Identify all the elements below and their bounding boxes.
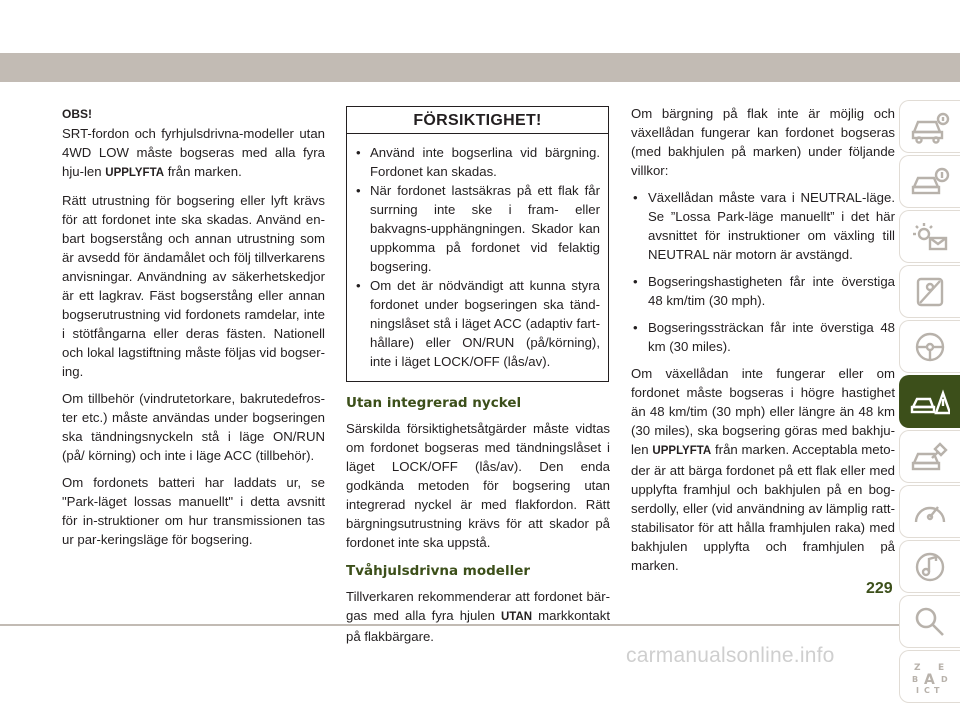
- condition-item: • Växellådan måste vara i NEUTRAL-läge. Se ”Lossa Park-läge manuellt” i det här avsnittet för instruktioner om växling till NEUTRAL när motorn är avstängd.: [631, 188, 895, 264]
- header-band: [0, 53, 960, 82]
- tab-index-search[interactable]: [899, 595, 960, 648]
- column-1: [62, 104, 325, 557]
- caution-title: FÖRSIKTIGHET!: [347, 107, 608, 134]
- flatbed-intro: Om bärgning på flak inte är möjlig och växellådan fungerar kan fordonet bogseras (med bakhjulen på marken) under följande villkor:: [631, 106, 895, 178]
- page-number: 229: [866, 580, 893, 597]
- tab-dashboard-info[interactable]: [899, 155, 960, 208]
- caution-item: • Använd inte bogserlina vid bärgning. Fordonet kan skadas.: [355, 143, 600, 181]
- svg-text:E: E: [938, 662, 945, 673]
- tab-in-case-of-emergency[interactable]: [899, 375, 960, 428]
- specifications-gauge-icon: [910, 495, 950, 529]
- no-key-paragraph: Särskilda försiktighetsåtgärder måste vidtas om fordonet bogseras med tändningslåset i läget LOCK/OFF (lås/av). Den enda godkända metoden för bogsering utan integrerad nyckel är med flakfordon. Rätt bärgningsutrustning krävs för att skador på fordonet inte ska uppstå.: [346, 421, 610, 550]
- equipment-paragraph: Rätt utrustning för bogsering eller lyft krävs för att fordonet inte ska skadas. Använd en-bart bogserstång och annan utrustning som är avsedd för ändamålet och följ tillverkarens anvisningar. Användning av säkerhetskedjor är ett lagkrav. Fäst bogserstång eller annan bogserutrustning vid fordonets ramdelar, inte i stötfångarna eller deras fästen. Nationell och lokal lagstiftning måste följas vid bogser-ing.: [62, 193, 325, 379]
- keyword-upplyfta: UPPLYFTA: [105, 167, 165, 179]
- car-info-icon: [910, 110, 950, 144]
- note-label: OBS!: [62, 107, 92, 121]
- note-paragraph: SRT-fordon och fyrhjulsdrivna-modeller utan 4WD LOW måste bogseras med alla fyra hju-len UPPLYFTA från marken.: [62, 126, 325, 179]
- accessories-paragraph: Om tillbehör (vindrutetorkare, bakrutedefros-ter etc.) måste användas under bogseringen ska tändningsnyckeln stå i läge ON/RUN (på/ körning) och inte i läge ACC (tillbehör).: [62, 391, 325, 463]
- svg-text:T: T: [934, 685, 940, 694]
- caution-box: [346, 106, 609, 382]
- tab-safety[interactable]: [899, 265, 960, 318]
- watermark-link[interactable]: carmanualsonline.info: [626, 644, 835, 667]
- svg-text:D: D: [941, 674, 948, 684]
- search-index-icon: [910, 605, 950, 639]
- svg-text:B: B: [912, 674, 919, 684]
- condition-item: • Bogseringssträckan får inte överstiga 48 km (30 miles).: [631, 318, 895, 356]
- svg-text:A: A: [924, 671, 935, 688]
- svg-text:C: C: [924, 685, 930, 694]
- gearbox-failure-paragraph: Om växellådan inte fungerar eller om fordonet måste bogseras i högre hastighet än 48 km/tim (30 mph) eller längre än 48 km (30 miles), ska bogsering göras med bakhju-len UPPLYFTA från marken. Acceptabla meto-der är att bärga fordonet på ett flak eller med upplyfta framhjul och bakhjulen på en bog-serdolly, eller (vid användning av lämplig ratt-stabilisator för att hålla framhjulen raka) med bakhjulen upplyfta och framhjulen på marken.: [631, 366, 896, 573]
- tab-servicing-maintenance[interactable]: [899, 430, 960, 483]
- tab-warning-lights[interactable]: [899, 210, 960, 263]
- caution-item: • Om det är nödvändigt att kunna styra fordonet under bogseringen ska tänd-ningslåset stå i läget ACC (adaptiv fart-hållare) eller ON/RUN (på/körning), inte i läget LOCK/OFF (lås/av).: [355, 276, 600, 371]
- svg-text:I: I: [916, 685, 919, 694]
- tab-specifications[interactable]: [899, 485, 960, 538]
- maintenance-wrench-icon: [910, 440, 950, 474]
- safety-seatbelt-icon: [910, 275, 950, 309]
- caution-item: • När fordonet lastsäkras på ett flak får surrning inte ske i fram- eller bakvagns-upphängningen. Skador kan uppkomma på fordonet vid felaktig bogsering.: [355, 181, 600, 276]
- svg-text:Z: Z: [914, 662, 921, 673]
- chapter-index-tabs: [899, 100, 960, 705]
- section-heading-2wd: Tvåhjulsdrivna modeller: [346, 563, 531, 579]
- steering-wheel-icon: [910, 330, 950, 364]
- 2wd-paragraph: Tillverkaren rekommenderar att fordonet bär-gas med alla fyra hjulen UTAN markkontakt på flakbärgare.: [346, 589, 610, 644]
- emergency-towing-icon: [910, 385, 950, 419]
- dashboard-info-icon: [910, 165, 950, 199]
- keyword-upplyfta-2: UPPLYFTA: [652, 445, 712, 457]
- tab-starting-operating[interactable]: [899, 320, 960, 373]
- condition-item: • Bogseringshastigheten får inte överstiga 48 km/tim (30 mph).: [631, 272, 895, 310]
- tab-multimedia[interactable]: [899, 540, 960, 593]
- keyword-utan: UTAN: [501, 611, 533, 623]
- multimedia-music-icon: [910, 550, 950, 584]
- language-index-icon: [910, 660, 950, 694]
- battery-paragraph: Om fordonets batteri har laddats ur, se "Park-läget lossas manuellt" i detta avsnitt för in-struktioner om hur transmissionen tas ur par-keringsläge för bogsering.: [62, 475, 325, 547]
- column-3: [631, 104, 895, 583]
- tab-language-index[interactable]: [899, 650, 960, 703]
- warning-lights-icon: [910, 220, 950, 254]
- column-2: [346, 106, 610, 654]
- section-heading-no-key: Utan integrerad nyckel: [346, 395, 522, 411]
- tab-car-info[interactable]: [899, 100, 960, 153]
